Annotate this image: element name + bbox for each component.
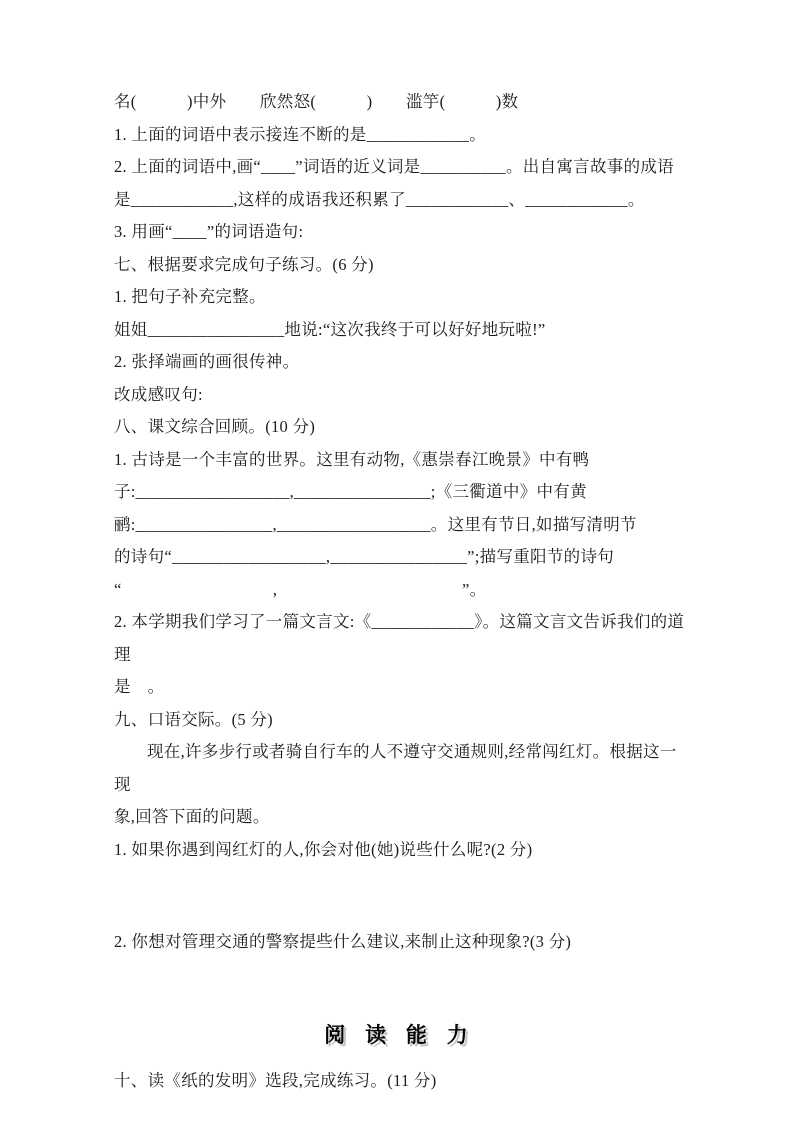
section-8-q1-line-4: 的诗句“__________________,________________”;描写重阳节的诗句 (114, 547, 615, 566)
question-2-line-1: 2. 上面的词语中,画“____”词语的近义词是__________。出自寓言故事的成语 (114, 157, 674, 176)
question-3: 3. 用画“____”的词语造句: (114, 222, 304, 241)
section-8-q2-line-1: 2. 本学期我们学习了一篇文言文:《____________》。这篇文言文告诉我们的道理 (114, 612, 685, 664)
question-1: 1. 上面的词语中表示接连不断的是____________。 (114, 124, 486, 144)
section-8-title: 八、课文综合回顾。(10 分) (114, 417, 316, 436)
section-8-q2-line-2: 是 。 (114, 677, 165, 696)
section-7-q1: 1. 把句子补充完整。 (114, 287, 266, 306)
word-bank-line: 名( )中外 欣然怒( ) 滥竽( )数 (114, 92, 519, 111)
question-2-line-2: 是____________,这样的成语我还积累了____________、____________。 (114, 189, 645, 209)
answer-space-2 (114, 959, 685, 1005)
section-8-q1-line-1: 1. 古诗是一个丰富的世界。这里有动物,《惠崇春江晚景》中有鸭 (114, 449, 590, 469)
section-9-intro-line-2: 象,回答下面的问题。 (114, 807, 270, 826)
answer-space-1 (114, 866, 685, 926)
reading-ability-header: 阅 读 能 力 (324, 1023, 475, 1047)
section-7-q1-sentence: 姐姐________________地说:“这次我终于可以好好地玩啦!” (114, 319, 546, 339)
section-8-q1-line-2: 子:__________________,________________;《三衢道中》中有黄 (114, 482, 587, 501)
section-9-q2: 2. 你想对管理交通的警察提些什么建议,来制止这种现象?(3 分) (114, 932, 572, 951)
section-7-q2: 2. 张择端画的画很传神。 (114, 352, 300, 371)
section-8-q1-line-5: “ , ”。 (114, 579, 487, 599)
section-7-title: 七、根据要求完成句子练习。(6 分) (114, 254, 374, 274)
section-8-q1-line-3: 鹂:________________,__________________。这里有节日,如描写清明节 (114, 514, 637, 534)
section-7-q2-prompt: 改成感叹句: (114, 384, 203, 404)
section-9-q1: 1. 如果你遇到闯红灯的人,你会对他(她)说些什么呢?(2 分) (114, 839, 533, 859)
section-9-title: 九、口语交际。(5 分) (114, 709, 273, 729)
section-10-title: 十、读《纸的发明》选段,完成练习。(11 分) (114, 1070, 437, 1090)
section-9-intro-line-1: 现在,许多步行或者骑自行车的人不遵守交通规则,经常闯红灯。根据这一现 (114, 742, 677, 794)
